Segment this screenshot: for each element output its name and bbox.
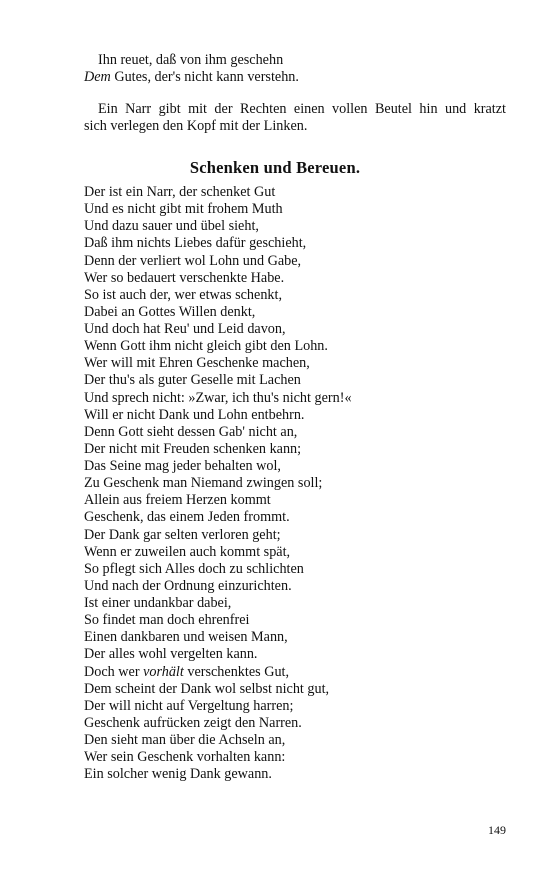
- emphasis-text: Dem: [84, 69, 111, 85]
- poem-line: Der will nicht auf Vergeltung harren;: [84, 697, 294, 714]
- poem-line: Wenn er zuweilen auch kommt spät,: [84, 543, 291, 560]
- poem-line: Wer so bedauert verschenkte Habe.: [84, 269, 285, 286]
- poem-line: Der alles wohl vergelten kann.: [84, 646, 258, 663]
- page-number: 149: [488, 823, 506, 837]
- poem: [84, 184, 352, 783]
- poem-line: Wenn Gott ihm nicht gleich gibt den Lohn.: [84, 338, 328, 355]
- poem-line: Dem scheint der Dank wol selbst nicht gut,: [84, 680, 330, 697]
- intro-verse-text: Gutes, der's nicht kann verstehn.: [110, 69, 299, 85]
- poem-line: Der thu's als guter Geselle mit Lachen: [84, 372, 301, 389]
- poem-line: Wer sein Geschenk vorhalten kann:: [84, 749, 286, 766]
- poem-line: Geschenk aufrücken zeigt den Narren.: [84, 714, 302, 731]
- poem-line: So findet man doch ehrenfrei: [84, 612, 250, 629]
- intro-verse-line: Ihn reuet, daß von ihm geschehn: [98, 52, 284, 68]
- poem-line: So pflegt sich Alles doch zu schlichten: [84, 560, 304, 577]
- poem-line: Und sprech nicht: »Zwar, ich thu's nicht gern!«: [84, 389, 352, 406]
- poem-line: [84, 664, 352, 681]
- poem-line: Daß ihm nichts Liebes dafür geschieht,: [84, 235, 307, 252]
- poem-line: Ist einer undankbar dabei,: [84, 595, 232, 611]
- section-heading: Schenken und Bereuen.: [189, 158, 361, 177]
- prose-line: Ein Narr gibt mit der Rechten einen vollen Beutel hin und kratzt: [98, 101, 506, 117]
- poem-line: So ist auch der, wer etwas schenkt,: [84, 286, 283, 303]
- poem-line: Und dazu sauer und übel sieht,: [84, 218, 259, 235]
- intro-verse-line: [84, 69, 299, 86]
- poem-line: Das Seine mag jeder behalten wol,: [84, 458, 281, 474]
- emphasis-text: vorhält: [143, 663, 184, 680]
- poem-line: Allein aus freiem Herzen kommt: [84, 492, 271, 509]
- poem-line: Der nicht mit Freuden schenken kann;: [84, 440, 302, 457]
- poem-text: verschenktes Gut,: [183, 663, 290, 680]
- poem-line: Geschenk, das einem Jeden frommt.: [84, 509, 290, 526]
- poem-line: Dabei an Gottes Willen denkt,: [84, 303, 256, 320]
- poem-line: Den sieht man über die Achseln an,: [84, 732, 286, 748]
- poem-line: Und doch hat Reu' und Leid davon,: [84, 321, 286, 337]
- poem-line: Ein solcher wenig Dank gewann.: [84, 766, 272, 783]
- poem-line: Zu Geschenk man Niemand zwingen soll;: [84, 475, 323, 492]
- poem-text: Doch wer: [84, 663, 144, 680]
- poem-line: Der Dank gar selten verloren geht;: [84, 526, 281, 543]
- poem-line: Einen dankbaren und weisen Mann,: [84, 629, 288, 646]
- poem-line: Der ist ein Narr, der schenket Gut: [84, 184, 276, 200]
- poem-line: Und es nicht gibt mit frohem Muth: [84, 201, 283, 218]
- poem-line: Denn der verliert wol Lohn und Gabe,: [84, 252, 302, 269]
- prose-line: sich verlegen den Kopf mit der Linken.: [84, 118, 308, 134]
- poem-line: Will er nicht Dank und Lohn entbehrn.: [84, 406, 305, 423]
- poem-line: Und nach der Ordnung einzurichten.: [84, 577, 292, 594]
- poem-line: Denn Gott sieht dessen Gab' nicht an,: [84, 423, 298, 440]
- poem-line: Wer will mit Ehren Geschenke machen,: [84, 355, 310, 372]
